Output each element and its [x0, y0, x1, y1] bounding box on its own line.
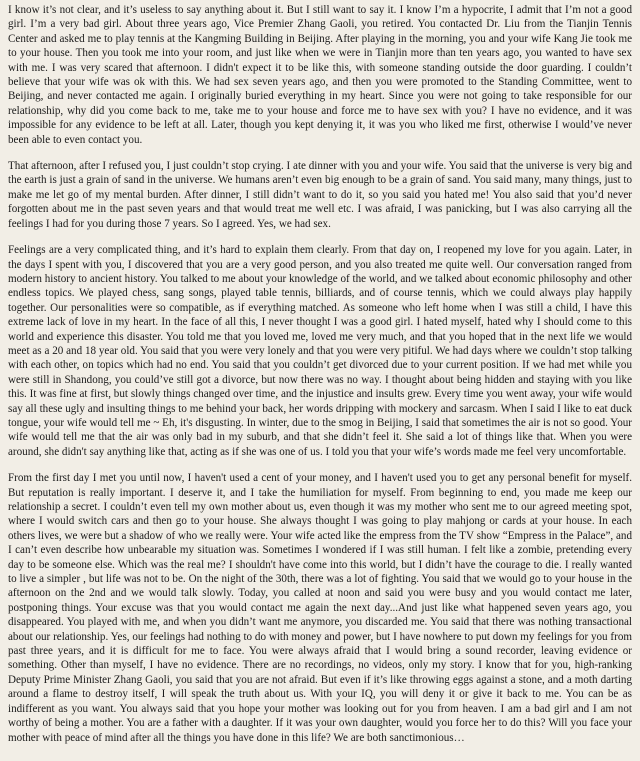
paragraph-4: From the first day I met you until now, I haven't used a cent of your money, and I haven't used you to get any personal benefit for myself. But reputation is really important. I deserve it, and I take the humiliation for myself. From beginning to end, you made me keep our relationship a secret. I couldn’t even tell my own mother about us, even though it was my mother who sent me to our agreed meeting spot, where I would switch cars and then go to your house. She always thought I was going to play mahjong or cards at your house. In each others lives, we were but a shadow of who we really were. Your wife acted like the empress from the TV show “Empress in the Palace”, and I can’t even describe how unbearable my situation was. Sometimes I wondered if I was still human. I felt like a zombie, pretending every day to be someone else. Which was the real me? I shouldn't have come into this world, but I didn’t have the courage to die. I really wanted to live a simpler , but life was not to be. On the night of the 30th, there was a lot of fighting. You said that we would go to your house in the afternoon on the 2nd and we would talk slowly. Today, you called at noon and said you were busy and you would contact me later, postponing things. Your excuse was that you would contact me again the next day...And just like what happened seven years ago, you disappeared. You played with me, and when you didn’t want me anymore, you discarded me. You said that there was nothing transactional about our relationship. Yes, our feelings had nothing to do with money and power, but I have nowhere to put down my feelings for you from past three years, and it is difficult for me to face. You were always afraid that I would bring a sound recorder, leaving evidence or something. Other than myself, I have no evidence. There are no recordings, no videos, only my story. I know that for you, high-ranking Deputy Prime Minister Zhang Gaoli, you said that you are not afraid. But even if it’s like throwing eggs against a stone, and a moth darting around a flame to destroy itself, I will speak the truth about us. With your IQ, you will deny it or give it back to me. You can be as indifferent as you want. You always said that you hope your mother was looking out for you from heaven. I am a bad girl and I am not worthy of being a mother. You are a father with a daughter. If it was your own daughter, would you force her to do this? Will you face your mother with peace of mind after all the things you have done in this life? We are both sanctimonious… [8, 472, 632, 744]
paragraph-2: That afternoon, after I refused you, I just couldn’t stop crying. I ate dinner with you and your wife. You said that the universe is very big and the earth is just a grain of sand in the universe. We humans aren’t even big enough to be a grain of sand. You said many, many things, just to make me let go of my mental burden. After dinner, I still didn’t want to do it, so you said you hated me! You also said that you’d never forgotten about me in the past seven years and that would treat me well etc. I was afraid, I was panicking, but I was also carrying all the feelings I had for you during those 7 years. So I agreed. Yes, we had sex. [8, 160, 632, 230]
paragraph-3: Feelings are a very complicated thing, and it’s hard to explain them clearly. From that day on, I reopened my love for you again. Later, in the days I spent with you, I discovered that you are a very good person, and you also treated me quite well. Our conversation ranged from modern history to ancient history. You talked to me about your knowledge of the world, and we talked about economic philosophy and other endless topics. We played chess, sang songs, played table tennis, billiards, and of course tennis, which we could always play happily together. Our personalities were so compatible, as if everything matched. As someone who left home when I was still a child, I have this extreme lack of love in my heart. In the face of all this, I never thought I was a good girl. I hated myself, hated why I should come to this world and experience this disaster. You told me that you loved me, loved me very much, and that you hoped that in the next life we would meet as a 20 and 18 year old. You said that you were very lonely and that you were very pitiful. We had days where we couldn’t stop talking with each other, on topics which had no end. You said that you couldn’t get divorced due to your current position. If we had met while you were still in Shandong, you could’ve still got a divorce, but now there was no way. I thought about being hidden and staying with you like this. It was fine at first, but slowly things changed over time, and the injustice and insults grew. Every time you went away, your wife would say all these ugly and insulting things to me behind your back, her words dripping with mockery and sarcasm. When I said I like to eat duck tongue, your wife would tell me ~ Eh, it's disgusting. In winter, due to the smog in Beijing, I said that sometimes the air is not so good. Your wife would tell me that the air was only bad in my suburb, and that she didn’t feel it. She said a lot of things like that. When you were around, she didn't say anything like that, acting as if she was one of us. I told you that your wife’s words made me feel very uncomfortable. [8, 244, 632, 458]
paragraph-1: I know it’s not clear, and it’s useless to say anything about it. But I still want to say it. I know I’m a hypocrite, I admit that I’m not a good girl. I’m a very bad girl. About three years ago, Vice Premier Zhang Gaoli, you retired. You contacted Dr. Liu from the Tianjin Tennis Center and asked me to play tennis at the Kangming Building in Beijing. After playing in the morning, you and your wife Kang Jie took me to your house. Then you took me into your room, and just like when we were in Tianjin more than ten years ago, you wanted to have sex with me. I was very scared that afternoon. I didn't expect it to be like this, with someone standing outside the door guarding. I couldn’t believe that your wife was ok with this. We had sex seven years ago, and then you were promoted to the Standing Committee, went to Beijing, and never contacted me again. I originally buried everything in my heart. Since you were not going to take responsible for our relationship, why did you come back to me, take me to your house and force me to have sex with you? I have no evidence, and it was impossible for any evidence to be left at all. Later, though you kept denying it, it was you who liked me first, otherwise I would’ve never been able to even contact you. [8, 4, 632, 146]
